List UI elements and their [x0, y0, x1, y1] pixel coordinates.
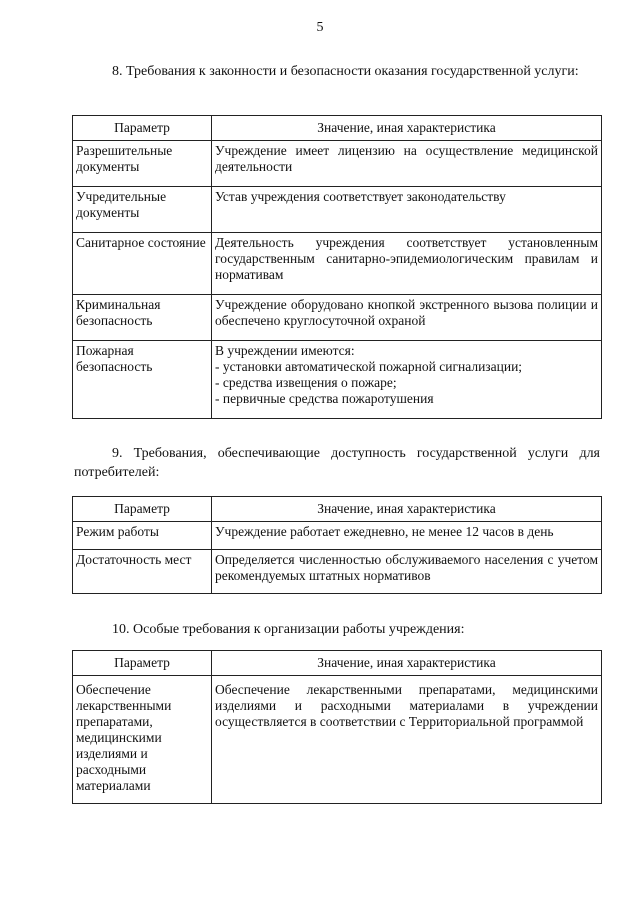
row-parameter: Разрешительные документы	[73, 141, 212, 187]
section-9-table	[72, 496, 602, 594]
row-value: Определяется численностью обслуживаемого населения с учетом рекомендуемых штатных нормативов	[212, 550, 602, 594]
column-header-value: Значение, иная характеристика	[212, 116, 602, 141]
value-line: - средства извещения о пожаре;	[215, 375, 397, 390]
column-header-value: Значение, иная характеристика	[212, 651, 602, 676]
row-parameter: Достаточность мест	[73, 550, 212, 594]
row-parameter: Санитарное состояние	[73, 233, 212, 295]
row-value: Устав учреждения соответствует законодательству	[212, 187, 602, 233]
section-10-heading: 10. Особые требования к организации работы учреждения:	[112, 622, 465, 637]
value-line: - первичные средства пожаротушения	[215, 391, 434, 406]
table-row	[73, 187, 602, 233]
table-row	[73, 295, 602, 341]
table-row	[73, 550, 602, 594]
section-9-heading: 9. Требования, обеспечивающие доступность государственной услуги для потребителей:	[74, 446, 600, 480]
section-10-table	[72, 650, 602, 804]
row-parameter: Пожарная безопасность	[73, 341, 212, 419]
row-parameter: Учредительные документы	[73, 187, 212, 233]
table-header-row	[73, 497, 602, 522]
row-value: Обеспечение лекарственными препаратами, медицинскими изделиями и расходными материалами в учреждении осуществляется в соответствии с Территориальной программой	[212, 676, 602, 804]
row-value: Учреждение оборудовано кнопкой экстренного вызова полиции и обеспечено круглосуточной охраной	[212, 295, 602, 341]
table-row	[73, 233, 602, 295]
table-header-row	[73, 116, 602, 141]
table-row	[73, 341, 602, 419]
row-parameter: Обеспечение лекарственными препаратами, медицинскими изделиями и расходными материалами	[73, 676, 212, 804]
table-row	[73, 141, 602, 187]
column-header-parameter: Параметр	[73, 116, 212, 141]
value-line: В учреждении имеются:	[215, 343, 355, 358]
value-line: - установки автоматической пожарной сигнализации;	[215, 359, 523, 374]
row-value: Учреждение имеет лицензию на осуществление медицинской деятельности	[212, 141, 602, 187]
table-row	[73, 522, 602, 550]
column-header-parameter: Параметр	[73, 651, 212, 676]
table-header-row	[73, 651, 602, 676]
section-8-heading: 8. Требования к законности и безопасности оказания государственной услуги:	[112, 64, 579, 79]
table-row	[73, 676, 602, 804]
section-8-table	[72, 115, 602, 419]
row-parameter: Режим работы	[73, 522, 212, 550]
row-value	[212, 341, 602, 419]
column-header-parameter: Параметр	[73, 497, 212, 522]
row-value: Учреждение работает ежедневно, не менее 12 часов в день	[212, 522, 602, 550]
row-parameter: Криминальная безопасность	[73, 295, 212, 341]
row-value: Деятельность учреждения соответствует установленным государственным санитарно-эпидемиологическим правилам и нормативам	[212, 233, 602, 295]
page-number: 5	[316, 20, 324, 35]
column-header-value: Значение, иная характеристика	[212, 497, 602, 522]
